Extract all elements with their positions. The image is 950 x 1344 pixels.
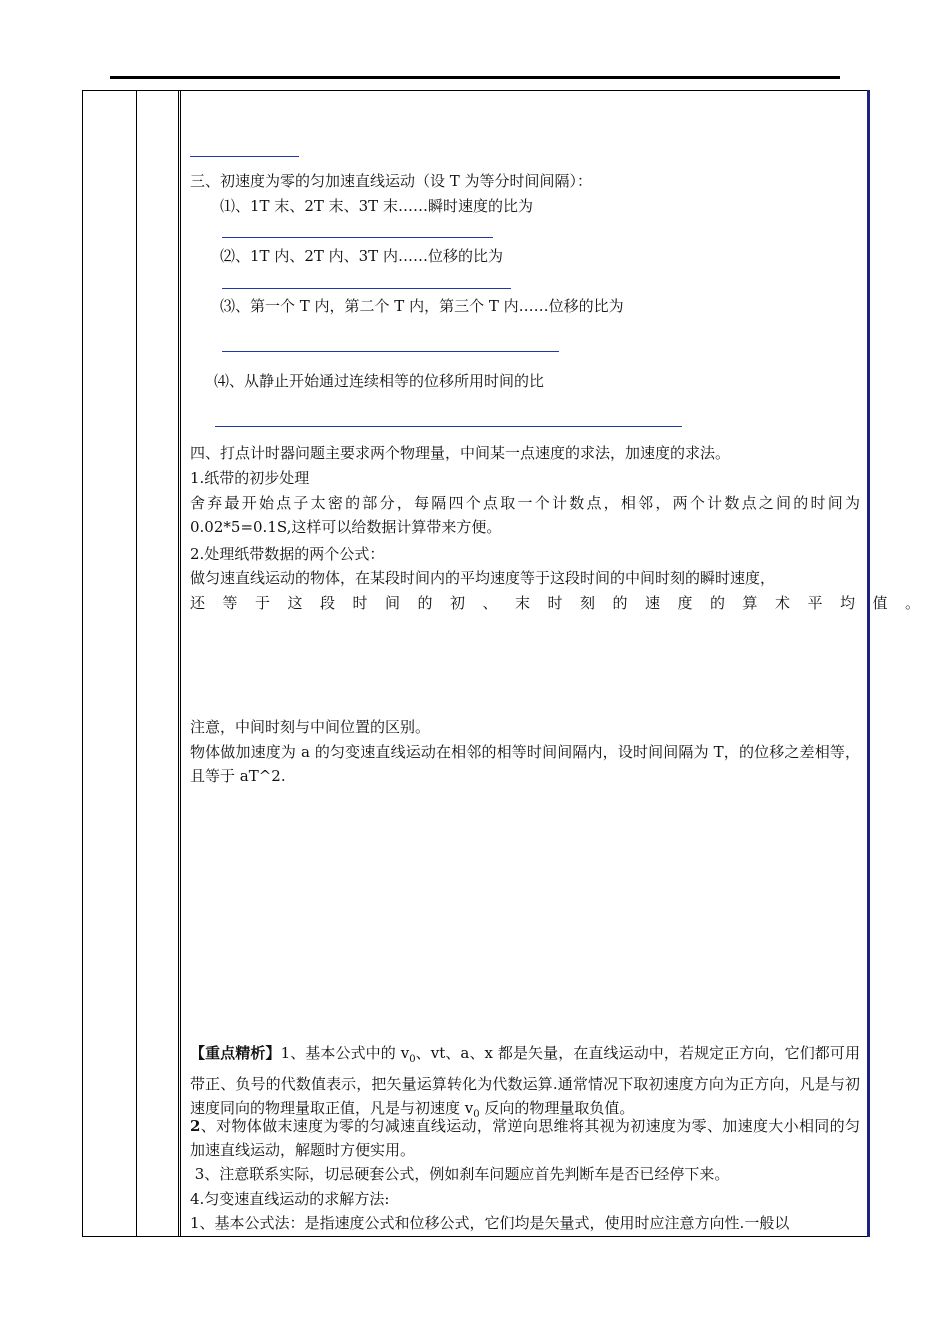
section4-heading: 四、打点计时器问题主要求两个物理量，中间某一点速度的求法，加速度的求法。	[190, 444, 731, 462]
key-points-p1-b: 、vt、a、x 都是矢量，在直线运动中，若规定正方向，它们都可用带正、负号的代数值表示，把矢量运算转化为代数运算.通常情况下取初速度方向为正方向，凡是与初速度同向的物理量取正值，凡是与初速度 v	[190, 1044, 860, 1117]
section3-item-2: ⑵、1T 内、2T 内、3T 内……位移的比为	[220, 247, 503, 265]
key-points-label: 【重点精析】	[190, 1044, 281, 1062]
section4-note: 注意，中间时刻与中间位置的区别。	[190, 718, 431, 736]
column-divider-1	[136, 90, 137, 1237]
answer-blank-3	[222, 351, 559, 352]
column-divider-2	[178, 90, 181, 1237]
answer-blank-0	[190, 156, 299, 157]
key-points-p2-num: 2	[190, 1117, 201, 1135]
key-points-p5: 1、基本公式法：是指速度公式和位移公式，它们均是矢量式，使用时应注意方向性.一般以	[190, 1214, 790, 1232]
answer-blank-4	[215, 426, 682, 427]
section4-note-text: 物体做加速度为 a 的匀变速直线运动在相邻的相等时间间隔内，设时间间隔为 T，的位移之差相等，且等于 aT^2.	[190, 743, 860, 785]
key-points-p2-text: 、对物体做末速度为零的匀减速直线运动，常逆向思维将其视为初速度为零、加速度大小相同的匀加速直线运动，解题时方便实用。	[190, 1117, 860, 1159]
section3-heading: 三、初速度为零的匀加速直线运动（设 T 为等分时间间隔）：	[190, 172, 593, 190]
key-points-p4: 4.匀变速直线运动的求解方法:	[190, 1190, 390, 1208]
section3-item-1: ⑴、1T 末、2T 末、3T 末……瞬时速度的比为	[220, 197, 533, 215]
key-points-p1-c: 反向的物理量取负值。	[479, 1099, 635, 1117]
section4-p1-text: 舍弃最开始点子太密的部分，每隔四个点取一个计数点，相邻，两个计数点之间的时间为 0.02*5=0.1S,这样可以给数据计算带来方便。	[190, 494, 860, 536]
answer-blank-1	[222, 237, 493, 238]
section3-item-3: ⑶、第一个 T 内，第二个 T 内，第三个 T 内……位移的比为	[220, 297, 624, 315]
key-points-p1-sub2: 0	[473, 1109, 480, 1120]
section4-p1-title: 1.纸带的初步处理	[190, 469, 310, 487]
key-points-p1-sub: 0	[409, 1054, 416, 1065]
section4-p2-text: 做匀速直线运动的物体，在某段时间内的平均速度等于这段时间的中间时刻的瞬时速度，	[190, 569, 776, 587]
header-rule	[110, 76, 840, 79]
table-right-border	[867, 90, 870, 1237]
key-points-p2	[190, 1114, 860, 1162]
key-points-p1-a: 1、基本公式中的 v	[280, 1044, 410, 1062]
answer-blank-2	[222, 288, 511, 289]
key-points-p3: 3、注意联系实际，切忌硬套公式，例如刹车问题应首先判断车是否已经停下来。	[190, 1165, 730, 1183]
section4-p2-text-2: 还等于这段时间的初、末时刻的速度的算术平均值。	[190, 594, 938, 612]
section3-item-4: ⑷、从静止开始通过连续相等的位移所用时间的比	[214, 372, 545, 390]
section4-p2-title: 2.处理纸带数据的两个公式：	[190, 545, 385, 563]
